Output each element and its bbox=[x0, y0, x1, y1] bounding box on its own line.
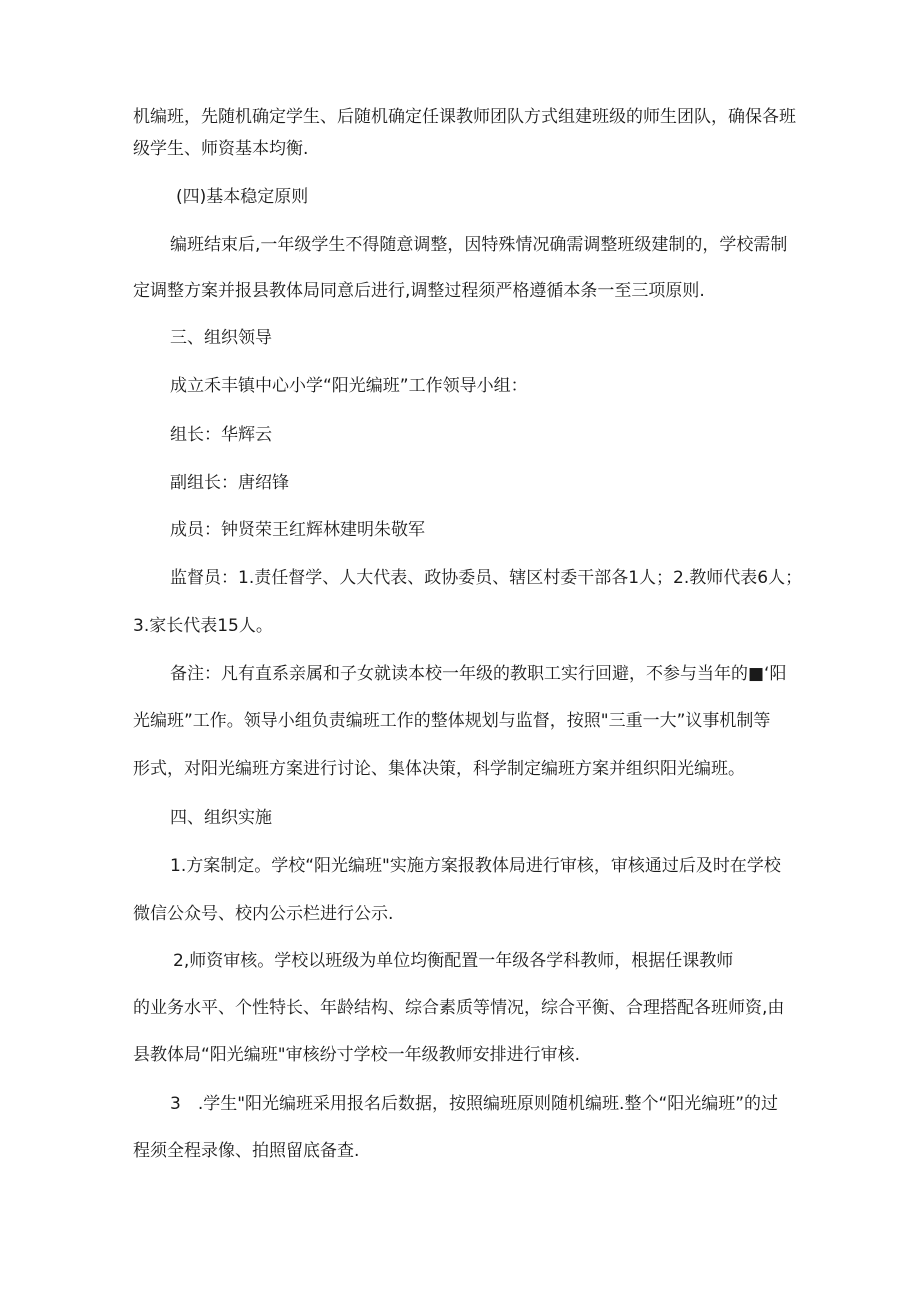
text-line-4: 定调整方案并报县教体局同意后进行,调整过程须严格遵循本条一至三项原则. bbox=[133, 281, 705, 301]
text-line-teacher-1: 2,师资审核。学校以班级为单位均衡配置一年级各学科教师，根据任课教师 bbox=[173, 951, 734, 971]
text-line-plan-1: 1.方案制定。学校“阳光编班"实施方案报教体局进行审核，审核通过后及时在学校 bbox=[170, 856, 781, 876]
text-line-note-3: 形式，对阳光编班方案进行讨论、集体决策，科学制定编班方案并组织阳光编班。 bbox=[133, 759, 745, 779]
text-line-teacher-3: 县教体局“阳光编班"审核纷寸学校一年级教师安排进行审核. bbox=[133, 1045, 581, 1065]
text-line-group: 成立禾丰镇中心小学“阳光编班”工作领导小组： bbox=[170, 376, 528, 396]
section-heading-implementation: 四、组织实施 bbox=[170, 808, 272, 828]
text-line-plan-2: 微信公众号、校内公示栏进行公示. bbox=[133, 904, 394, 924]
text-line-parents: 3.家长代表15人。 bbox=[133, 616, 273, 636]
text-line-deputy: 副组长：唐绍锋 bbox=[170, 473, 289, 493]
text-line-2: 级学生、师资基本均衡. bbox=[133, 139, 309, 159]
section-heading-organization: 三、组织领导 bbox=[170, 328, 272, 348]
text-line-teacher-2: 的业务水平、个性特长、年龄结构、综合素质等情况，综合平衡、合理搭配各班师资,由 bbox=[133, 998, 785, 1018]
section-heading-4: (四)基本稳定原则 bbox=[176, 187, 309, 207]
text-line-note-2: 光编班”工作。领导小组负责编班工作的整体规划与监督，按照"三重一大”议事机制等 bbox=[133, 711, 771, 731]
text-line-supervisors: 监督员：1.责任督学、人大代表、政协委员、辖区村委干部各1人；2.教师代表6人； bbox=[170, 568, 803, 588]
text-line-student-2: 程须全程录像、拍照留底备查. bbox=[133, 1141, 360, 1161]
text-line-leader: 组长：华辉云 bbox=[170, 425, 272, 445]
text-line-student-1: 3 .学生"阳光编班采用报名后数据，按照编班原则随机编班.整个“阳光编班”的过 bbox=[170, 1094, 779, 1114]
text-line-3: 编班结束后,一年级学生不得随意调整，因特殊情况确需调整班级建制的，学校需制 bbox=[170, 235, 788, 255]
text-line-members: 成员：钟贤荣王红辉林建明朱敬军 bbox=[170, 520, 425, 540]
text-line-note-1: 备注：凡有直系亲属和子女就读本校一年级的教职工实行回避，不参与当年的■‘阳 bbox=[170, 664, 787, 684]
text-line-1: 机编班，先随机确定学生、后随机确定任课教师团队方式组建班级的师生团队，确保各班 bbox=[133, 107, 796, 127]
